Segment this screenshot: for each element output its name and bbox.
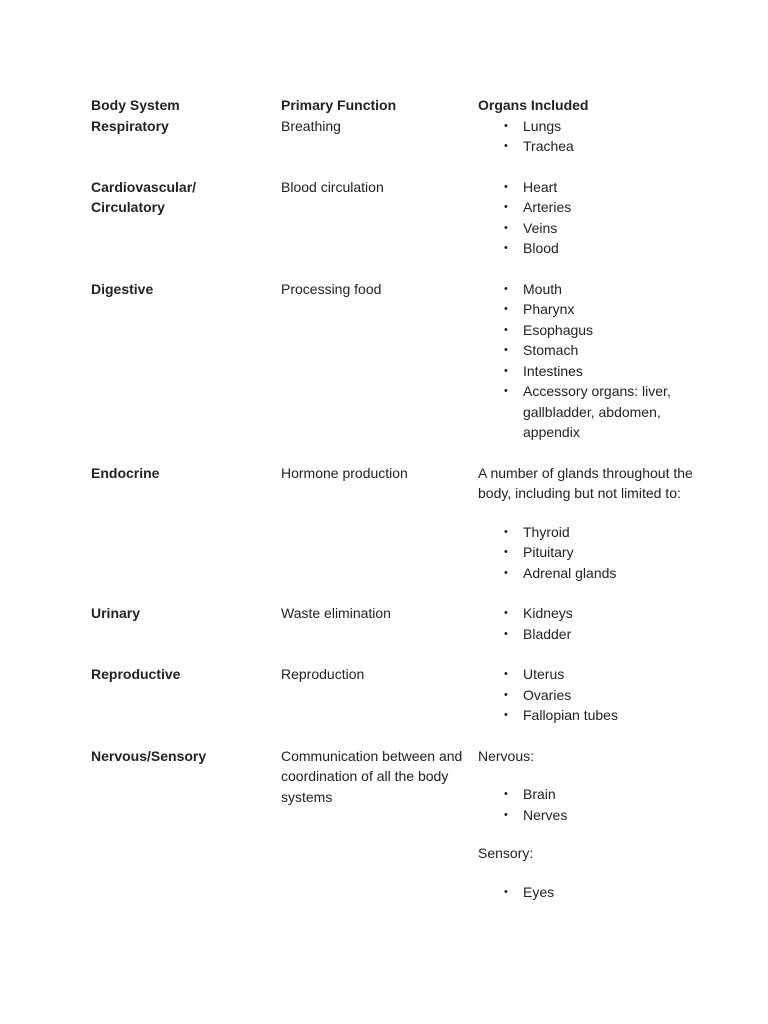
organs-list [478, 116, 711, 157]
list-item: • Accessory organs: liver, gallbladder, abdomen, appendix [478, 381, 711, 443]
list-item: • Veins [478, 218, 711, 239]
system-name: Digestive [91, 280, 154, 297]
organs-cell [478, 463, 711, 584]
table-row-reproductive [91, 664, 711, 726]
header-body-system: Body System [91, 97, 180, 113]
list-item: • Uterus [478, 664, 711, 685]
list-item: • Trachea [478, 136, 711, 157]
list-item: • Fallopian tubes [478, 705, 711, 726]
organs-list [478, 882, 711, 903]
group-label-nervous: Nervous: [478, 747, 535, 764]
organs-cell [478, 664, 711, 726]
header-organs-included: Organs Included [478, 97, 589, 113]
organs-cell [478, 746, 711, 903]
table-header [91, 95, 711, 116]
system-name: Reproductive [91, 666, 181, 682]
list-item: • Kidneys [478, 603, 711, 624]
organs-list [478, 177, 711, 259]
system-name-line: Circulatory [91, 199, 165, 215]
organs-list [478, 279, 711, 443]
system-function: Breathing [281, 117, 341, 134]
system-name [91, 177, 281, 259]
organs-cell [478, 177, 711, 259]
table-row-cardiovascular [91, 177, 711, 259]
list-item: • Blood [478, 238, 711, 259]
organs-list [478, 784, 711, 825]
list-item: • Esophagus [478, 320, 711, 341]
list-item: • Lungs [478, 116, 711, 137]
list-item: • Arteries [478, 197, 711, 218]
list-item: • Bladder [478, 624, 711, 645]
list-item: • Heart [478, 177, 711, 198]
list-item: • Stomach [478, 340, 711, 361]
table-row-nervous-sensory [91, 746, 711, 903]
system-function: Communication between and coordination of all the body systems [281, 747, 463, 805]
system-function: Blood circulation [281, 178, 384, 195]
body-systems-table [91, 95, 711, 902]
list-item: • Mouth [478, 279, 711, 300]
system-name: Nervous/Sensory [91, 747, 207, 764]
table-row-endocrine [91, 463, 711, 584]
group-label-sensory: Sensory: [478, 845, 534, 861]
list-item: • Eyes [478, 882, 711, 903]
list-item: • Pituitary [478, 542, 711, 563]
organs-cell [478, 279, 711, 443]
list-item: • Nerves [478, 805, 711, 826]
system-function: Processing food [281, 280, 382, 297]
system-name-line: Cardiovascular/ [91, 178, 197, 195]
system-name: Endocrine [91, 464, 160, 481]
system-function: Hormone production [281, 464, 408, 481]
organs-list [478, 522, 711, 584]
list-item: • Thyroid [478, 522, 711, 543]
table-row-urinary [91, 603, 711, 644]
organs-cell [478, 116, 711, 157]
list-item: • Ovaries [478, 685, 711, 706]
organs-list [478, 664, 711, 726]
system-name: Urinary [91, 605, 141, 621]
system-function: Waste elimination [281, 605, 391, 621]
list-item: • Brain [478, 784, 711, 805]
list-item: • Intestines [478, 361, 711, 382]
system-function: Reproduction [281, 666, 365, 682]
organs-intro: A number of glands throughout the body, including but not limited to: [478, 464, 693, 501]
organs-cell [478, 603, 711, 644]
header-primary-function: Primary Function [281, 97, 397, 113]
table-row-respiratory [91, 116, 711, 157]
table-row-digestive [91, 279, 711, 443]
list-item: • Pharynx [478, 299, 711, 320]
list-item: • Adrenal glands [478, 563, 711, 584]
organs-list [478, 603, 711, 644]
system-name: Respiratory [91, 117, 169, 134]
